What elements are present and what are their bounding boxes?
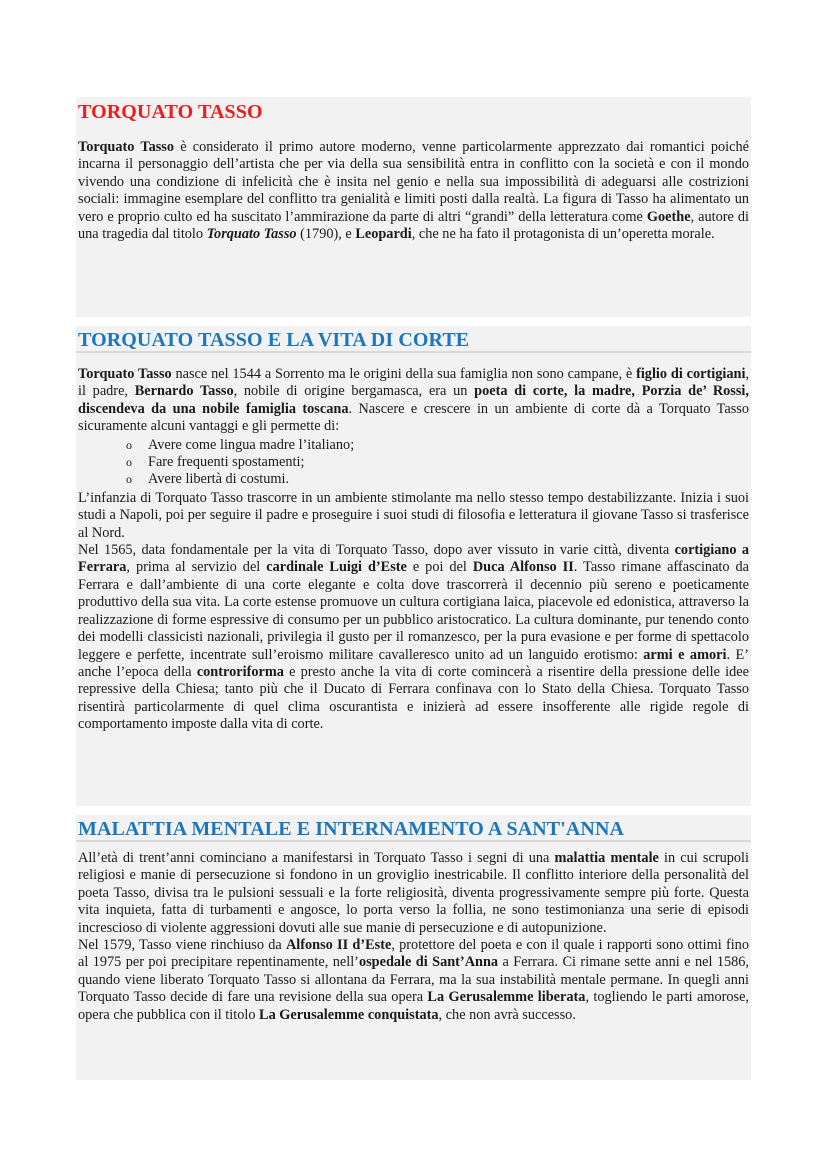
section-malattia-mentale [76, 815, 751, 1080]
advantages-list [78, 437, 749, 489]
section-title: TORQUATO TASSO E LA VITA DI CORTE [78, 329, 470, 351]
title-underline [76, 351, 751, 353]
section-torquato-tasso [76, 97, 751, 317]
list-item: o Fare frequenti spostamenti; [148, 454, 749, 471]
section-body [78, 366, 749, 734]
paragraph: All’età di trent’anni cominciano a manifestarsi in Torquato Tasso i segni di una malattia mentale in cui scrupoli religiosi e manie di persecuzione si fondono in un groviglio inestricabile. Il conflitto interiore della personalità del poeta Tasso, divisa tra le pulsioni sessuali e la forte religiosità, diventa progressivamente sempre più forte. Questa vita inquieta, fatta di turbamenti e angosce, lo porta verso la follia, ne sono testimonianza una serie di episodi increscioso di violente aggressioni dovuti alle sue manie di persecuzione e di autopunizione. [78, 850, 749, 936]
section-vita-di-corte [76, 326, 751, 806]
paragraph: Torquato Tasso è considerato il primo autore moderno, venne particolarmente apprezzato dai romantici poiché incarna il personaggio dell’artista che per via della sua sensibilità entra in conflitto con la società e con il mondo vivendo una condizione di infelicità che è insita nel genio e nella sua impossibilità di adeguarsi alle costrizioni sociali: immagine esemplare del conflitto tra genialità e limiti posti dalla realtà. La figura di Tasso ha alimentato un vero e proprio culto ed ha suscitato l’ammirazione da parte di altri “grandi” della letteratura come Goethe, autore di una tragedia dal titolo Torquato Tasso (1790), e Leopardi, che ne ha fato il protagonista di un’operetta morale. [78, 139, 749, 243]
section-body [78, 850, 749, 1024]
list-item: o Avere libertà di costumi. [148, 471, 749, 488]
paragraph: Nel 1565, data fondamentale per la vita di Torquato Tasso, dopo aver vissuto in varie città, diventa cortigiano a Ferrara, prima al servizio del cardinale Luigi d’Este e poi del Duca Alfonso II. Tasso rimane affascinato da Ferrara e dall’ambiente di una corte elegante e colta dove trascorrerà il decennio più sereno e poeticamente produttivo della sua vita. La corte estense promuove un cultura cortigiana laica, piacevole ed edonistica, attraverso la realizzazione di forme espressive di consumo per un pubblico aristocratico. La cultura dominante, pur tenendo conto dei modelli classicisti nazionali, privilegia il gusto per il romanzesco, per la pura evasione e per forme di spettacolo leggere e perfette, incentrate sull’eroismo militare cavalleresco unito ad un languido erotismo: armi e amori. E’ anche l’epoca della controriforma e presto anche la vita di corte comincerà a risentire della pressione delle idee repressive della Chiesa; tanto più che il Ducato di Ferrara confinava con lo Stato della Chiesa. Torquato Tasso risentirà particolarmente di quel clima oscurantista e inizierà ad essere insofferente alle rigide regole di comportamento imposte dalla vita di corte. [78, 542, 749, 733]
title-underline [76, 840, 751, 842]
list-item: o Avere come lingua madre l’italiano; [148, 437, 749, 454]
intro-paragraph: Torquato Tasso nasce nel 1544 a Sorrento ma le origini della sua famiglia non sono campane, è figlio di cortigiani, il padre, Bernardo Tasso, nobile di origine bergamasca, era un poeta di corte, la madre, Porzia de’ Rossi, discendeva da una nobile famiglia toscana. Nascere e crescere in un ambiente di corte dà a Torquato Tasso sicuramente alcuni vantaggi e gli permette di: [78, 366, 750, 435]
paragraph: Nel 1579, Tasso viene rinchiuso da Alfonso II d’Este, protettore del poeta e con il quale i rapporti sono ottimi fino al 1975 per poi precipitare repentinamente, nell’ospedale di Sant’Anna a Ferrara. Ci rimane sette anni e nel 1586, quando viene liberato Torquato Tasso si allontana da Ferrara, ma la sua instabilità mentale permane. In quegli anni Torquato Tasso decide di fare una revisione della sua opera La Gerusalemme liberata, togliendo le parti amorose, opera che pubblica con il titolo La Gerusalemme conquistata, che non avrà successo. [78, 937, 749, 1023]
section-body [78, 139, 749, 243]
section-title: MALATTIA MENTALE E INTERNAMENTO A SANT'ANNA [78, 818, 625, 840]
paragraph: L’infanzia di Torquato Tasso trascorre in un ambiente stimolante ma nello stesso tempo destabilizzante. Inizia i suoi studi a Napoli, poi per seguire il padre e proseguire i suoi studi di filosofia e letteratura il giovane Tasso si trasferisce al Nord. [78, 489, 749, 541]
section-title: TORQUATO TASSO [78, 101, 263, 123]
